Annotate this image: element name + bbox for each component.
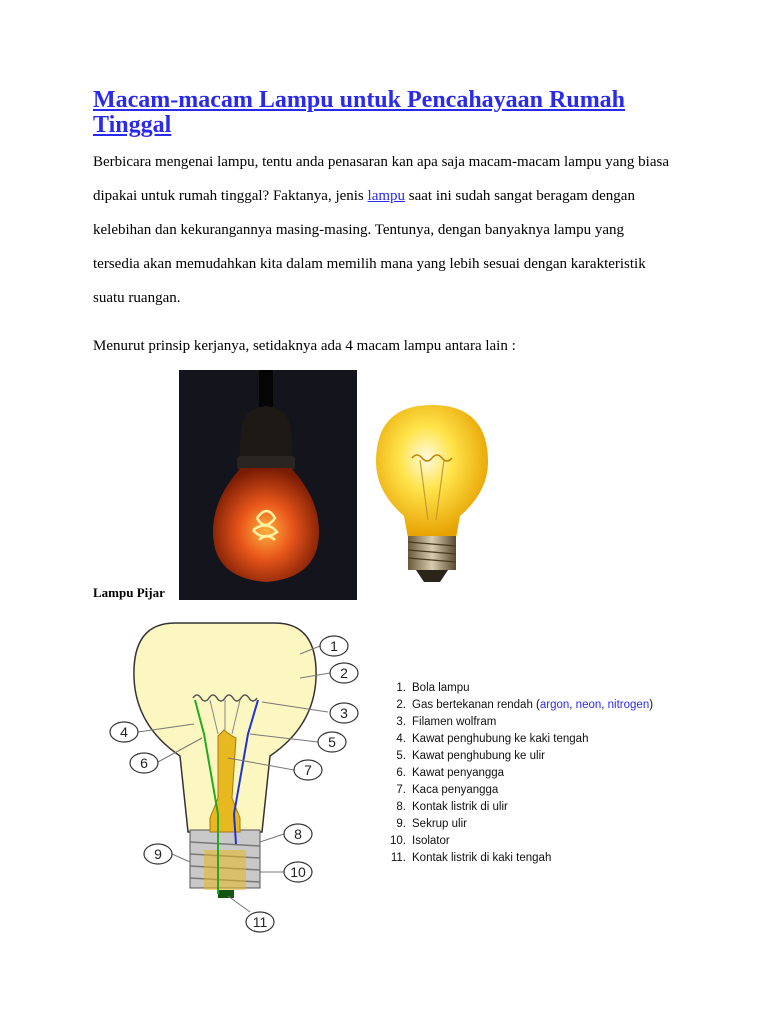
bulb-contact bbox=[218, 890, 234, 898]
legend-item: 7. Kaca penyangga bbox=[396, 784, 499, 796]
diagram-legend bbox=[388, 680, 653, 867]
page-title[interactable]: Macam-macam Lampu untuk Pencahayaan Rumah Tinggal bbox=[93, 87, 626, 138]
diagram-label-1: 1 bbox=[330, 638, 338, 654]
glowing-bulb-image bbox=[179, 370, 357, 600]
gas-argon-link[interactable]: argon bbox=[539, 699, 570, 711]
legend-item: 3. Filamen wolfram bbox=[396, 716, 497, 728]
legend-item: 9. Sekrup ulir bbox=[396, 818, 467, 830]
intro-text-after: saat ini sudah sangat beragam dengan kelebihan dan kekurangannya masing-masing. Tentunya, dengan banyaknya lampu yang tersedia akan memudahkan kita dalam memilih mana yang lebih sesuai dengan karakteristik suatu ruangan. bbox=[93, 188, 646, 306]
bulb-diagram-svg bbox=[100, 618, 375, 938]
diagram-label-8: 8 bbox=[294, 826, 302, 842]
diagram-label-5: 5 bbox=[328, 734, 336, 750]
legend-item: 5. Kawat penghubung ke ulir bbox=[396, 750, 545, 762]
diagram-label-7: 7 bbox=[304, 762, 312, 778]
caption-lampu-pijar: Lampu Pijar bbox=[93, 585, 165, 600]
diagram-label-11: 11 bbox=[252, 914, 268, 930]
intro-text-before: Berbicara mengenai lampu, tentu anda penasaran kan apa saja macam-macam lampu yang biasa dipakai untuk rumah tinggal? Faktanya, jenis bbox=[93, 154, 669, 204]
principle-paragraph: Menurut prinsip kerjanya, setidaknya ada 4 macam lampu antara lain : bbox=[93, 338, 516, 354]
legend-item: 1. Bola lampu bbox=[396, 682, 470, 694]
legend-item: 4. Kawat penghubung ke kaki tengah bbox=[396, 733, 589, 745]
diagram-label-6: 6 bbox=[140, 755, 148, 771]
yellow-bulb-photo bbox=[370, 400, 495, 590]
lampu-link[interactable]: lampu bbox=[367, 188, 406, 204]
diagram-label-10: 10 bbox=[290, 864, 306, 880]
intro-paragraph bbox=[93, 145, 673, 315]
legend-item: 2. Gas bertekanan rendah (argon, neon, nitrogen) bbox=[396, 699, 654, 711]
legend-item: 6. Kawat penyangga bbox=[396, 767, 505, 779]
diagram-label-4: 4 bbox=[120, 724, 128, 740]
gas-neon-link[interactable]: neon bbox=[575, 699, 602, 711]
legend-item: 8. Kontak listrik di ulir bbox=[396, 801, 508, 813]
gas-nitrogen-link[interactable]: nitrogen bbox=[607, 699, 650, 711]
glowing-bulb-photo bbox=[179, 370, 357, 600]
diagram-label-2: 2 bbox=[340, 665, 348, 681]
legend-item: 10. Isolator bbox=[390, 835, 450, 847]
legend-item: 11. Kontak listrik di kaki tengah bbox=[390, 852, 552, 864]
yellow-bulb-image bbox=[370, 400, 495, 590]
diagram-label-3: 3 bbox=[340, 705, 348, 721]
bulb-diagram bbox=[100, 618, 375, 938]
diagram-label-9: 9 bbox=[154, 846, 162, 862]
